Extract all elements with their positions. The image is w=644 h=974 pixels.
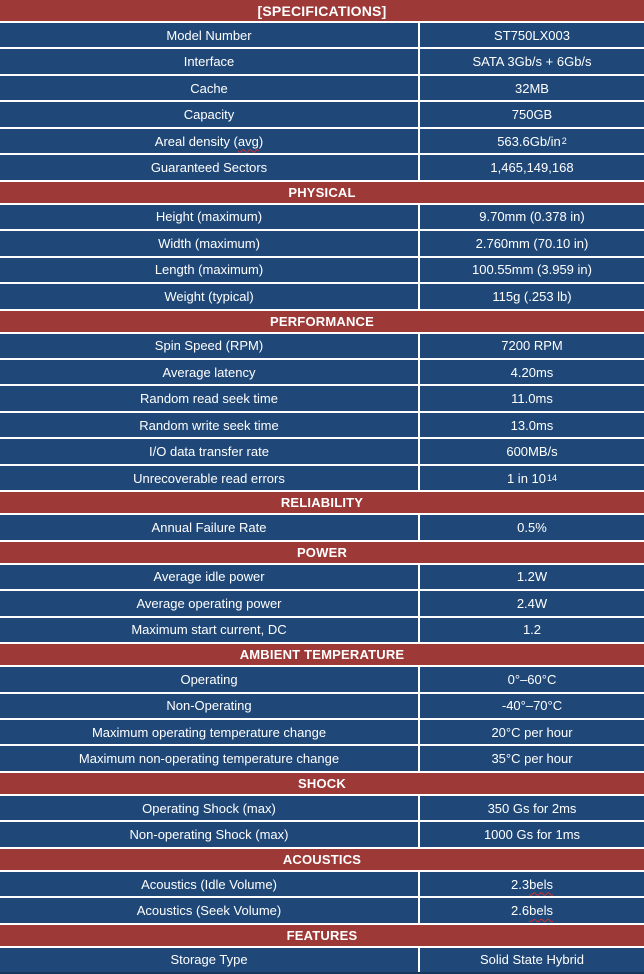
spec-row <box>0 258 644 284</box>
spec-label-text: Width (maximum) <box>158 235 260 251</box>
spec-label-cell <box>0 565 420 589</box>
spec-label-text: Acoustics (Idle Volume) <box>141 876 277 892</box>
spec-row <box>0 49 644 75</box>
spec-row <box>0 694 644 720</box>
spec-label-cell <box>0 694 420 718</box>
spec-value-text: 2.6 <box>511 902 530 918</box>
section-header-features <box>0 925 644 948</box>
section-header-label: FEATURES <box>286 927 358 943</box>
spec-row <box>0 822 644 848</box>
spec-value-text: 1000 Gs for 1ms <box>483 827 581 843</box>
spec-row <box>0 334 644 360</box>
spec-value-text: -40°–70°C <box>501 698 563 714</box>
spec-value-text: 1 in 10 <box>506 470 547 486</box>
spec-label-text: Annual Failure Rate <box>151 519 267 535</box>
spec-label-text: Average latency <box>162 364 256 380</box>
spec-row <box>0 872 644 898</box>
spec-label-text: Cache <box>190 80 228 96</box>
spec-row <box>0 565 644 591</box>
section-header-label: SHOCK <box>298 775 346 791</box>
spec-label-text: Acoustics (Seek Volume) <box>136 902 282 918</box>
section-header-power <box>0 542 644 565</box>
spec-label-text: ) <box>258 133 264 149</box>
spec-value-cell <box>420 231 644 255</box>
spec-label-text: Maximum start current, DC <box>131 622 287 638</box>
spec-row <box>0 618 644 644</box>
section-header-ambient-temperature <box>0 644 644 667</box>
spec-label-cell <box>0 466 420 490</box>
spec-row <box>0 515 644 541</box>
spec-value-text: Solid State Hybrid <box>479 952 585 968</box>
spec-row <box>0 667 644 693</box>
spec-row <box>0 466 644 492</box>
section-header-physical <box>0 182 644 205</box>
spec-label-cell <box>0 898 420 922</box>
spec-label-text: Guaranteed Sectors <box>150 159 268 175</box>
spec-value-text: 20°C per hour <box>491 724 573 740</box>
spec-value-cell <box>420 386 644 410</box>
spec-label-text: Spin Speed (RPM) <box>154 338 264 354</box>
spec-value-cell <box>420 334 644 358</box>
spec-label-text: Areal density ( <box>154 133 238 149</box>
spec-value-cell <box>420 515 644 539</box>
spec-value-text: 100.55mm (3.959 in) <box>472 262 592 278</box>
spec-label-text: Random write seek time <box>139 417 279 433</box>
spec-value-cell <box>420 898 644 922</box>
spec-label-cell <box>0 796 420 820</box>
spec-label-text: Non-Operating <box>166 698 252 714</box>
spec-value-cell <box>420 258 644 282</box>
section-header-specifications <box>0 0 644 23</box>
spec-value-cell <box>420 360 644 384</box>
spec-value-cell <box>420 102 644 126</box>
spec-value-text: 11.0ms <box>511 391 553 407</box>
spec-label-text: Random read seek time <box>139 391 278 407</box>
spec-label-cell <box>0 948 420 972</box>
spec-value-cell <box>420 591 644 615</box>
spec-row <box>0 796 644 822</box>
spec-label-text: Model Number <box>166 27 252 43</box>
spec-value-cell <box>420 872 644 896</box>
spec-label-cell <box>0 515 420 539</box>
spec-value-text: 7200 RPM <box>501 338 563 354</box>
spec-label-cell <box>0 667 420 691</box>
spec-value-text: 350 Gs for 2ms <box>487 800 577 816</box>
spec-value-cell <box>420 23 644 47</box>
spec-row <box>0 386 644 412</box>
spec-row <box>0 76 644 102</box>
spec-row <box>0 155 644 181</box>
spec-value-text: 0°–60°C <box>507 671 557 687</box>
spec-value-misspelled-word: bels <box>529 902 553 918</box>
spec-label-cell <box>0 439 420 463</box>
spec-label-cell <box>0 258 420 282</box>
spec-label-text: Storage Type <box>170 952 248 968</box>
spec-row <box>0 439 644 465</box>
spec-label-cell <box>0 129 420 153</box>
spec-row <box>0 284 644 310</box>
spec-label-text: Operating Shock (max) <box>142 800 276 816</box>
spec-row <box>0 360 644 386</box>
spec-value-cell <box>420 822 644 846</box>
spec-value-cell <box>420 565 644 589</box>
spec-label-text: Interface <box>183 54 235 70</box>
spec-value-text: 2.3 <box>511 876 530 892</box>
spec-label-cell <box>0 822 420 846</box>
spec-label-cell <box>0 413 420 437</box>
spec-value-cell <box>420 720 644 744</box>
spec-value-text: 563.6Gb/in <box>497 133 561 149</box>
section-header-reliability <box>0 492 644 515</box>
spec-row <box>0 898 644 924</box>
spec-value-cell <box>420 76 644 100</box>
spec-row <box>0 129 644 155</box>
section-header-label: POWER <box>296 544 348 560</box>
spec-value-text: 13.0ms <box>510 417 554 433</box>
spec-row <box>0 948 644 974</box>
spec-value-text: 35°C per hour <box>491 751 573 767</box>
spec-label-cell <box>0 618 420 642</box>
spec-value-text: SATA 3Gb/s + 6Gb/s <box>472 54 592 70</box>
spec-row <box>0 102 644 128</box>
spec-label-text: Operating <box>180 671 238 687</box>
spec-value-cell <box>420 284 644 308</box>
spec-label-cell <box>0 360 420 384</box>
section-header-shock <box>0 773 644 796</box>
spec-label-text: Weight (typical) <box>164 288 254 304</box>
spec-value-cell: 1 in 10 14 <box>506 470 558 486</box>
spec-label-cell <box>0 720 420 744</box>
section-header-label: [SPECIFICATIONS] <box>257 2 387 19</box>
spec-value-text: 600MB/s <box>506 444 558 460</box>
spec-value-misspelled-word: bels <box>529 876 553 892</box>
spec-label-text: Non-operating Shock (max) <box>129 827 289 843</box>
section-header-acoustics <box>0 849 644 872</box>
spec-label-cell <box>0 155 420 179</box>
spec-value-text: 4.20ms <box>510 364 554 380</box>
spec-label-cell <box>0 231 420 255</box>
spec-label-cell <box>0 23 420 47</box>
spec-row <box>0 231 644 257</box>
spec-value-text: 1.2 <box>522 622 542 638</box>
spec-label-text: I/O data transfer rate <box>149 444 269 460</box>
spec-label-cell <box>0 334 420 358</box>
spec-value-cell <box>420 155 644 179</box>
spec-value-cell <box>420 948 644 972</box>
spec-label-text: Capacity <box>183 107 235 123</box>
section-header-label: RELIABILITY <box>280 495 364 511</box>
spec-label-text: Height (maximum) <box>155 209 263 225</box>
spec-value-text: 1,465,149,168 <box>490 159 574 175</box>
spec-value-cell <box>420 694 644 718</box>
spec-value-text: 9.70mm (0.378 in) <box>479 209 585 225</box>
spec-value-cell <box>420 746 644 770</box>
spec-label-text: Maximum operating temperature change <box>91 724 327 740</box>
spec-row <box>0 205 644 231</box>
spec-row <box>0 720 644 746</box>
spec-value-text: ST750LX003 <box>494 27 570 43</box>
spec-value-text: 115g (.253 lb) <box>492 288 572 304</box>
spec-label-cell <box>0 746 420 770</box>
spec-label-cell <box>0 386 420 410</box>
spec-value-cell <box>420 618 644 642</box>
spec-label-cell <box>0 76 420 100</box>
spec-label-cell <box>0 284 420 308</box>
spec-label-text: Maximum non-operating temperature change <box>78 751 340 767</box>
spec-row <box>0 23 644 49</box>
spec-value-cell <box>420 796 644 820</box>
section-header-performance <box>0 311 644 334</box>
spec-row <box>0 591 644 617</box>
spec-value-cell <box>420 667 644 691</box>
section-header-label: PHYSICAL <box>288 184 356 200</box>
spec-value-text: 750GB <box>511 107 553 123</box>
spec-value-text: 1.2W <box>516 569 548 585</box>
spec-label-cell <box>0 205 420 229</box>
spec-label-text: Length (maximum) <box>154 262 264 278</box>
spec-row <box>0 413 644 439</box>
spec-value-cell: 563.6Gb/in 2 <box>497 133 567 149</box>
spec-label-misspelled-word: avg <box>237 133 259 149</box>
spec-label-cell <box>0 102 420 126</box>
section-header-label: ACOUSTICS <box>282 851 362 867</box>
spec-value-text: 0.5% <box>517 519 547 535</box>
spec-label-text: Average idle power <box>153 569 265 585</box>
spec-value-cell <box>420 439 644 463</box>
spec-label-text: Unrecoverable read errors <box>133 470 285 486</box>
spec-value-cell <box>420 413 644 437</box>
spec-row <box>0 746 644 772</box>
spec-value-cell <box>420 205 644 229</box>
spec-label-cell <box>0 591 420 615</box>
spec-value-cell <box>420 49 644 73</box>
section-header-label: AMBIENT TEMPERATURE <box>239 647 405 663</box>
spec-label-cell <box>0 49 420 73</box>
section-header-label: PERFORMANCE <box>269 313 375 329</box>
spec-label-text: Average operating power <box>136 595 282 611</box>
spec-value-text: 2.4W <box>516 595 548 611</box>
spec-value-text: 32MB <box>515 80 549 96</box>
spec-label-cell <box>0 872 420 896</box>
spec-value-text: 2.760mm (70.10 in) <box>475 235 589 251</box>
